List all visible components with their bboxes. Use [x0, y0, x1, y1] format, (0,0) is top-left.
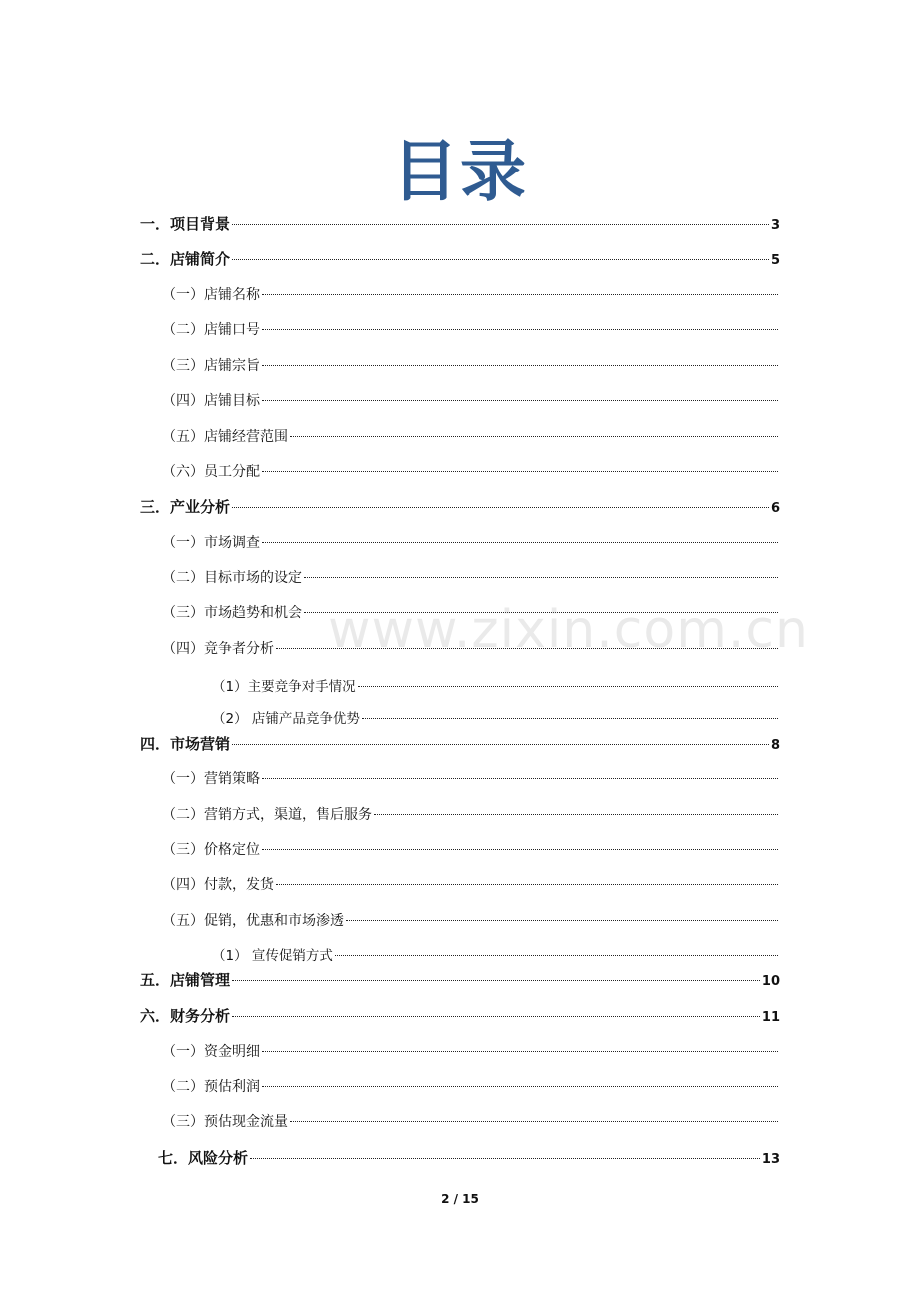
toc-leader-dots	[358, 686, 778, 687]
toc-leader-dots	[232, 224, 769, 225]
toc-leader-dots	[262, 294, 778, 295]
toc-entry-label: （四）付款，发货	[162, 877, 274, 893]
toc-leader-dots	[250, 1158, 760, 1159]
toc-leader-dots	[262, 471, 778, 472]
toc-entry[interactable]	[162, 768, 780, 788]
toc-entry-label: （三）预估现金流量	[162, 1114, 288, 1130]
toc-entry[interactable]	[140, 213, 780, 234]
page-number-footer: 2 / 15	[441, 1192, 479, 1206]
toc-entry-label: （三）店铺宗旨	[162, 358, 260, 374]
toc-entry[interactable]	[140, 248, 780, 269]
toc-leader-dots	[262, 849, 778, 850]
toc-entry[interactable]	[212, 707, 780, 727]
toc-leader-dots	[232, 1016, 760, 1017]
toc-entry-label: （五）促销，优惠和市场渗透	[162, 913, 344, 929]
toc-entry-page: 5	[770, 253, 780, 268]
toc-entry-label: 四．市场营销	[140, 735, 231, 753]
toc-leader-dots	[262, 542, 778, 543]
toc-entry[interactable]	[162, 390, 780, 410]
toc-entry-label: （四）店铺目标	[162, 393, 260, 409]
toc-entry-page: 10	[761, 974, 780, 989]
toc-title: 目录	[392, 133, 528, 210]
toc-entry[interactable]	[162, 319, 780, 339]
toc-entry-page: 13	[761, 1152, 780, 1167]
toc-entry-label: （二）目标市场的设定	[162, 570, 302, 586]
toc-entry[interactable]	[162, 804, 780, 824]
toc-entry[interactable]	[212, 675, 780, 695]
toc-entry-label: （二）预估利润	[162, 1079, 260, 1095]
toc-entry-label: （三）市场趋势和机会	[162, 605, 302, 621]
toc-leader-dots	[346, 920, 778, 921]
toc-entry[interactable]	[162, 567, 780, 587]
toc-entry[interactable]	[162, 532, 780, 552]
toc-entry-label: （四）竞争者分析	[162, 641, 274, 657]
toc-entry-label: 六．财务分析	[140, 1007, 231, 1025]
toc-entry[interactable]	[162, 839, 780, 859]
toc-leader-dots	[335, 955, 778, 956]
toc-entry-label: （一）店铺名称	[162, 287, 260, 303]
toc-entry[interactable]	[162, 1076, 780, 1096]
toc-entry-label: （五）店铺经营范围	[162, 429, 288, 445]
toc-entry-label: 二．店铺简介	[140, 250, 231, 268]
toc-entry-label: （一）资金明细	[162, 1044, 260, 1060]
toc-entry[interactable]	[140, 496, 780, 517]
toc-entry[interactable]	[140, 1005, 780, 1026]
toc-leader-dots	[232, 980, 760, 981]
toc-entry[interactable]	[162, 426, 780, 446]
toc-leader-dots	[290, 1121, 778, 1122]
toc-entry-label: （2） 店铺产品竞争优势	[212, 711, 360, 727]
toc-leader-dots	[262, 400, 778, 401]
toc-entry[interactable]	[162, 355, 780, 375]
watermark: www.zixin.com.cn	[328, 600, 809, 660]
toc-entry-page: 8	[770, 738, 780, 753]
toc-entry-label: （六）员工分配	[162, 464, 260, 480]
toc-entry-label: （1） 宣传促销方式	[212, 948, 333, 964]
toc-leader-dots	[362, 718, 778, 719]
toc-leader-dots	[262, 329, 778, 330]
toc-entry[interactable]	[162, 1041, 780, 1061]
toc-leader-dots	[232, 744, 769, 745]
toc-entry-label: 一．项目背景	[140, 215, 231, 233]
toc-entry[interactable]	[140, 969, 780, 990]
toc-entry-label: 三．产业分析	[140, 498, 231, 516]
toc-entry[interactable]	[162, 1111, 780, 1131]
toc-entry[interactable]	[140, 733, 780, 754]
toc-leader-dots	[304, 577, 778, 578]
toc-leader-dots	[276, 884, 778, 885]
toc-leader-dots	[290, 436, 778, 437]
toc-entry[interactable]	[158, 1147, 780, 1168]
toc-leader-dots	[232, 259, 769, 260]
toc-entry[interactable]	[212, 944, 780, 964]
toc-entry-label: （二）店铺口号	[162, 322, 260, 338]
toc-entry-label: （1）主要竞争对手情况	[212, 679, 356, 695]
toc-leader-dots	[232, 507, 769, 508]
toc-leader-dots	[262, 1086, 778, 1087]
toc-entry-label: （二）营销方式，渠道，售后服务	[162, 807, 372, 823]
toc-entry-label: 五．店铺管理	[140, 971, 231, 989]
toc-leader-dots	[262, 778, 778, 779]
toc-entry-page: 11	[761, 1010, 780, 1025]
toc-entry[interactable]	[162, 910, 780, 930]
toc-entry-label: （三）价格定位	[162, 842, 260, 858]
toc-entry-label: 七．风险分析	[158, 1149, 249, 1167]
toc-entry-label: （一）营销策略	[162, 771, 260, 787]
toc-entry[interactable]	[162, 461, 780, 481]
toc-entry[interactable]	[162, 284, 780, 304]
toc-entry[interactable]	[162, 874, 780, 894]
toc-entry-page: 3	[770, 218, 780, 233]
toc-leader-dots	[374, 814, 778, 815]
toc-entry-page: 6	[770, 501, 780, 516]
toc-leader-dots	[262, 365, 778, 366]
toc-entry-label: （一）市场调查	[162, 535, 260, 551]
toc-leader-dots	[262, 1051, 778, 1052]
